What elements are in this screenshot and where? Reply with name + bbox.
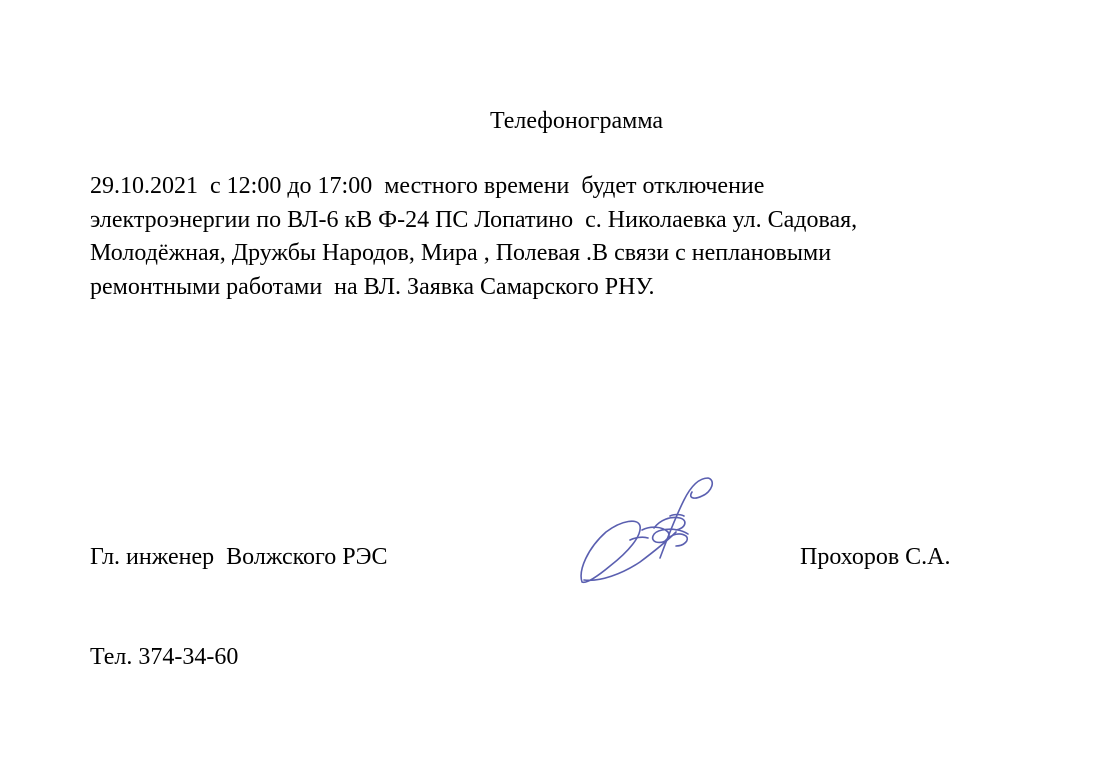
- body-line: Молодёжная, Дружбы Народов, Мира , Полевая .В связи с неплановыми: [90, 240, 832, 266]
- document-title: Телефонограмма: [489, 108, 664, 134]
- handwritten-signature: [570, 470, 720, 595]
- phone-number: Тел. 374-34-60: [90, 644, 239, 670]
- signer-name: Прохоров С.А.: [800, 544, 951, 570]
- body-line: электроэнергии по ВЛ-6 кВ Ф-24 ПС Лопатино с. Николаевка ул. Садовая,: [90, 206, 858, 233]
- document-body: [90, 170, 1050, 304]
- body-line: 29.10.2021 с 12:00 до 17:00 местного времени будет отключение: [90, 173, 765, 199]
- body-line: ремонтными работами на ВЛ. Заявка Самарского РНУ.: [90, 273, 655, 300]
- signer-position: Гл. инженер Волжского РЭС: [90, 544, 388, 570]
